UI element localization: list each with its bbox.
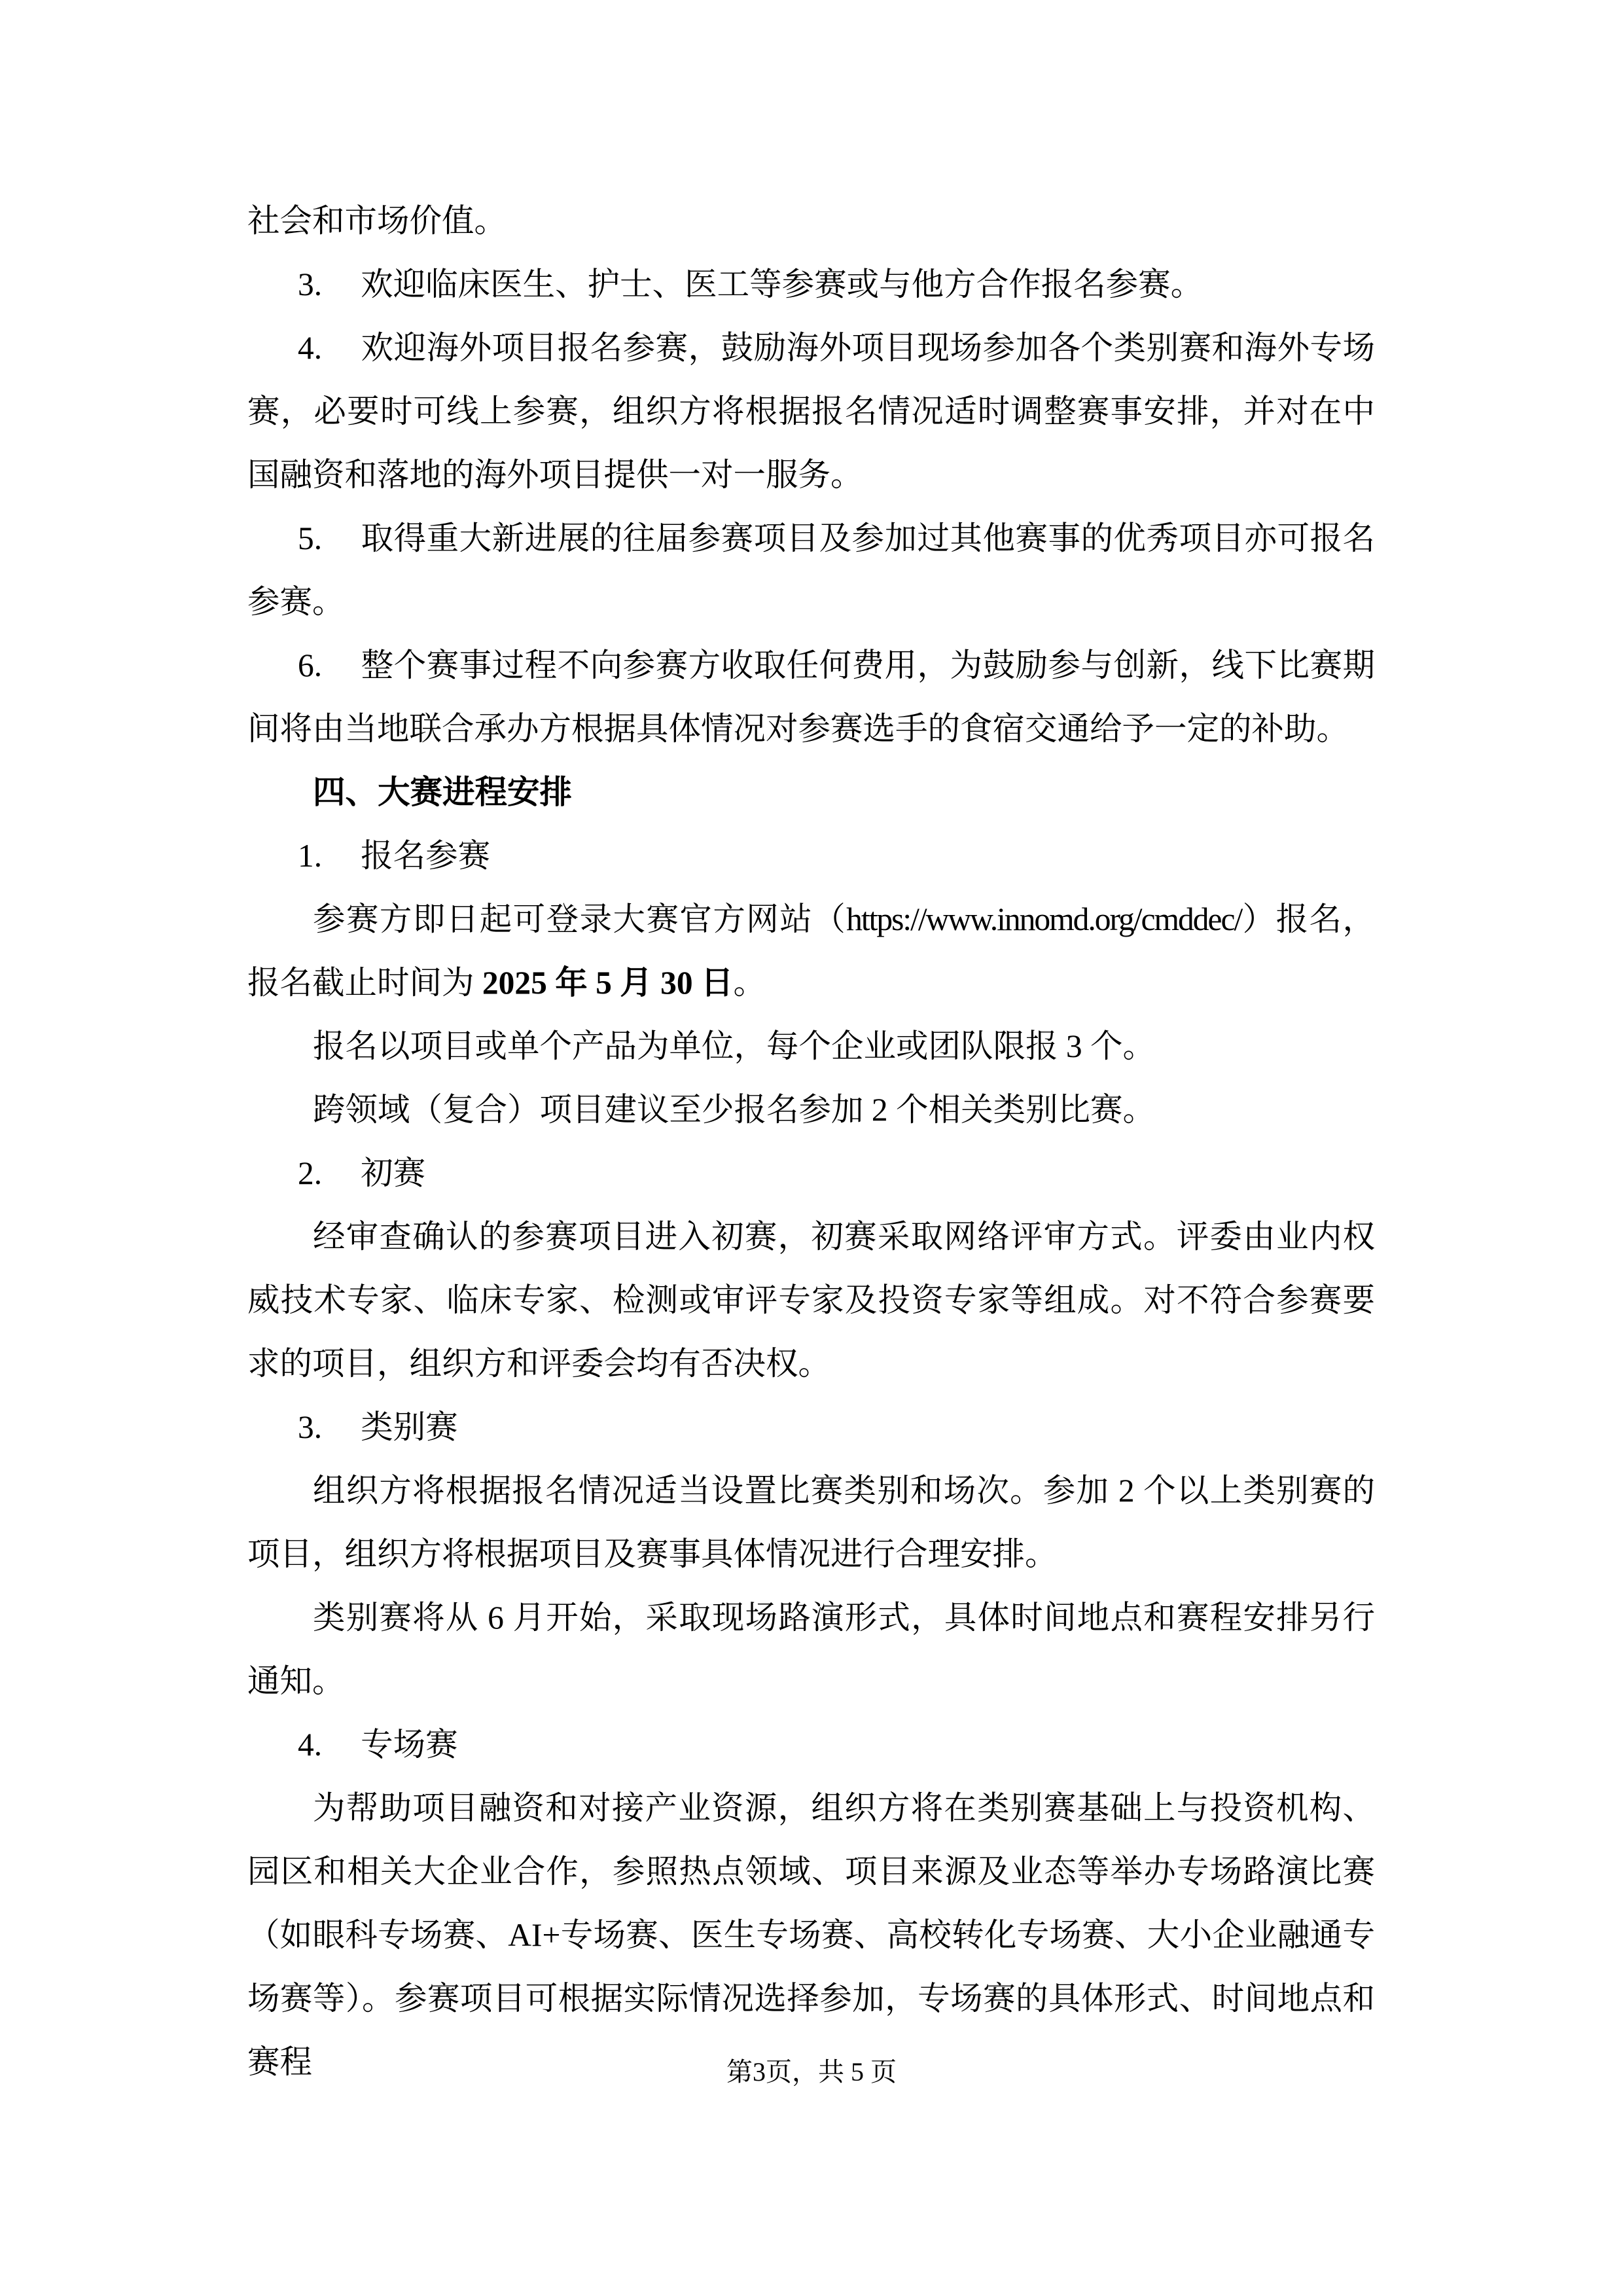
- paragraph: [247, 1078, 1375, 1141]
- paragraph: [247, 1776, 1375, 2094]
- paragraph: [247, 1205, 1375, 1395]
- page-number: 第3页，共 5 页: [726, 2057, 897, 2087]
- list-number: 5.: [298, 520, 323, 556]
- list-item: [247, 253, 1375, 316]
- text-run: 。: [733, 965, 766, 1001]
- text-run: 类别赛: [361, 1409, 458, 1445]
- text-run: 社会和市场价值。: [247, 203, 507, 239]
- text-run: 四、大赛进程安排: [313, 774, 572, 810]
- text-run: 报名以项目或单个产品为单位，每个企业或团队限报 3 个。: [313, 1028, 1155, 1064]
- text-run: 跨领域（复合）项目建议至少报名参加 2 个相关类别比赛。: [313, 1092, 1155, 1128]
- text-run: 取得重大新进展的往届参赛项目及参加过其他赛事的优秀项目亦可报名参赛。: [247, 520, 1375, 620]
- paragraph: [247, 1459, 1375, 1586]
- list-number: 6.: [298, 647, 323, 683]
- bold-text: 2025 年 5 月 30 日: [482, 965, 734, 1001]
- text-run: 报名参赛: [361, 838, 491, 874]
- paragraph: [247, 888, 1375, 1014]
- list-item: [247, 1141, 1375, 1205]
- text-run: 欢迎海外项目报名参赛，鼓励海外项目现场参加各个类别赛和海外专场赛，必要时可线上参赛，组织方将根据报名情况适时调整赛事安排，并对在中国融资和落地的海外项目提供一对一服务。: [247, 330, 1375, 493]
- contest-website-url: https://www.innomd.org/cmddec/: [846, 901, 1242, 937]
- text-run: 整个赛事过程不向参赛方收取任何费用，为鼓励参与创新，线下比赛期间将由当地联合承办方根据具体情况对参赛选手的食宿交通给予一定的补助。: [247, 647, 1375, 747]
- list-item: [247, 1713, 1375, 1776]
- list-number: 4.: [298, 330, 323, 366]
- paragraph: [247, 189, 1375, 253]
- text-run: ）报名，报名截止时间为: [247, 901, 1376, 1001]
- text-run: 组织方将根据报名情况适当设置比赛类别和场次。参加 2 个以上类别赛的项目，组织方将根据项目及赛事具体情况进行合理安排。: [247, 1473, 1375, 1572]
- list-item: [247, 634, 1375, 761]
- list-number: 3.: [298, 1409, 323, 1445]
- section-heading: [247, 761, 1375, 824]
- text-run: 类别赛将从 6 月开始，采取现场路演形式，具体时间地点和赛程安排另行通知。: [247, 1600, 1375, 1699]
- document-body: [247, 189, 1375, 2094]
- list-number: 4.: [298, 1727, 323, 1763]
- text-run: 经审查确认的参赛项目进入初赛，初赛采取网络评审方式。评委由业内权威技术专家、临床专家、检测或审评专家及投资专家等组成。对不符合参赛要求的项目，组织方和评委会均有否决权。: [247, 1219, 1375, 1382]
- text-run: 参赛方即日起可登录大赛官方网站（: [313, 901, 847, 937]
- list-item: [247, 1395, 1375, 1459]
- paragraph: [247, 1014, 1375, 1078]
- list-number: 1.: [298, 838, 323, 874]
- list-number: 2.: [298, 1155, 323, 1191]
- text-run: 为帮助项目融资和对接产业资源，组织方将在类别赛基础上与投资机构、园区和相关大企业合作，参照热点领域、项目来源及业态等举办专场路演比赛（如眼科专场赛、AI+专场赛、医生专场赛、高校转化专场赛、大小企业融通专场赛等）。参赛项目可根据实际情况选择参加，专场赛的具体形式、时间地点和赛程: [247, 1790, 1375, 2080]
- list-item: [247, 824, 1375, 888]
- list-item: [247, 316, 1375, 507]
- list-number: 3.: [298, 266, 323, 302]
- text-run: 欢迎临床医生、护士、医工等参赛或与他方合作报名参赛。: [361, 266, 1204, 302]
- text-run: 初赛: [361, 1155, 426, 1191]
- paragraph: [247, 1586, 1375, 1713]
- list-item: [247, 507, 1375, 634]
- page-footer: [0, 2055, 1623, 2089]
- text-run: 专场赛: [361, 1727, 458, 1763]
